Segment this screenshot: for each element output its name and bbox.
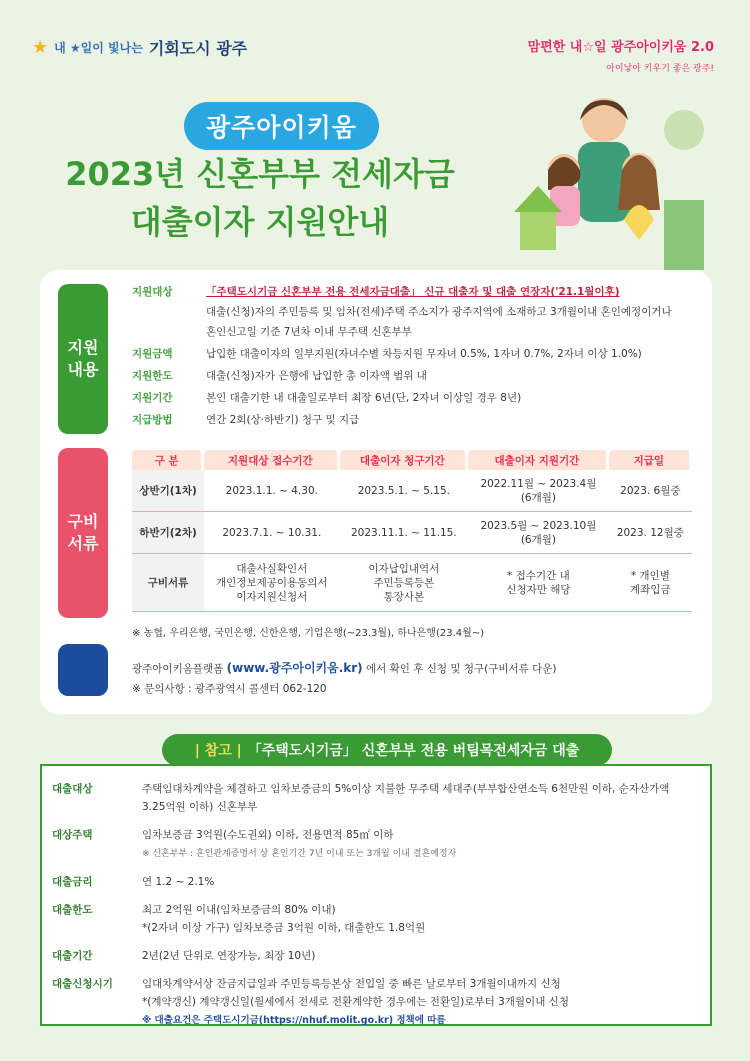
reference-value: 임대차계약서상 잔금지급일과 주민등록등본상 전입일 중 빠른 날로부터 3개월이내까지 신청 *(계약갱신) 계약갱신일(월세에서 전세로 전환계약한 경우에는 전환일)로부터 3개월이내 신청 ※ 대출요건은 주택도시기금(https://nhuf.molit.go.kr) 정책에 따름	[142, 978, 569, 1026]
reference-title: 「주택도시기금」 신혼부부 전용 버팀목전세자금 대출	[247, 743, 580, 759]
program-slogan: 아이낳아 키우기 좋은 광주!	[606, 64, 714, 74]
period-row	[132, 388, 676, 408]
table-cell: 2023. 12월중	[609, 512, 692, 554]
table-row	[132, 470, 692, 512]
apply-pre: 광주아이키움플랫폼	[132, 663, 224, 675]
reference-item	[52, 780, 672, 816]
table-cell: 2023. 6월중	[609, 470, 692, 512]
support-details	[132, 282, 676, 432]
page-title	[40, 150, 480, 246]
reference-key: 대상주택	[52, 829, 93, 841]
family-illustration	[514, 90, 714, 270]
logo-city: 기회도시 광주	[148, 39, 248, 58]
target-desc: 대출(신청)자의 주민등록 및 임차(전세)주택 주소지가 광주지역에 소재하고 3개월이내 혼인예정이거나 혼인신고일 기준 7년차 이내 무주택 신혼부부	[206, 306, 672, 338]
reference-box	[40, 764, 712, 1026]
target-row	[132, 282, 676, 342]
target-key: 지원대상	[132, 286, 173, 298]
apply-tag: 접수 방법	[58, 644, 108, 696]
amount-val: 납입한 대출이자의 일부지원(자녀수별 차등지원 무자녀 0.5%, 1자녀 0.7%, 2자녀 이상 1.0%)	[206, 348, 642, 360]
table-cell: 대출사실확인서 개인정보제공이용동의서 이자지원신청서	[204, 554, 339, 612]
reference-item	[52, 873, 672, 891]
program-logo	[528, 36, 714, 74]
reference-item	[52, 826, 672, 863]
table-cell: 하반기(2차)	[132, 512, 204, 554]
table-row	[132, 512, 692, 554]
reference-label: | 참고 |	[194, 743, 242, 759]
table-cell: 2023.5.1. ~ 5.15.	[340, 470, 469, 512]
reference-value: 최고 2억원 이내(임차보증금의 80% 이내) *(2자녀 이상 가구) 임차보증금 3억원 이하, 대출한도 1.8억원	[142, 904, 426, 934]
table-cell: * 개인별 계좌입금	[609, 554, 692, 612]
apply-post: 에서 확인 후 신청 및 청구(구비서류 다운)	[366, 663, 557, 675]
table-cell: 2023.5월 ~ 2023.10월 (6개월)	[468, 512, 609, 554]
limit-key: 지원한도	[132, 370, 173, 382]
reference-value: 주택임대차계약을 체결하고 임차보증금의 5%이상 지불한 무주택 세대주(부부합산연소득 6천만원 이하, 순자산가액 3.25억원 이하) 신혼부부	[142, 783, 670, 813]
reference-list	[52, 780, 672, 1040]
title-line-2: 대출이자 지원안내	[130, 203, 390, 241]
table-cell: 2022.11월 ~ 2023.4월 (6개월)	[468, 470, 609, 512]
support-panel	[40, 270, 712, 714]
program-name: 맘편한 내☆일 광주아이키움 2.0	[527, 40, 714, 55]
table-header: 대출이자 청구기간	[340, 450, 469, 470]
table-cell: 구비서류	[132, 554, 204, 612]
reference-item	[52, 901, 672, 937]
period-val: 본인 대출기한 내 대출일로부터 최장 6년(단, 2자녀 이상일 경우 8년)	[206, 392, 522, 404]
table-cell: 2023.11.1. ~ 11.15.	[340, 512, 469, 554]
method-row	[132, 410, 676, 430]
docs-tag: 구비 서류	[58, 448, 108, 618]
limit-row	[132, 366, 676, 386]
limit-val: 대출(신청)자가 은행에 납입한 총 이자액 범위 내	[206, 370, 427, 382]
method-key: 지급방법	[132, 414, 173, 426]
apply-info	[132, 658, 557, 699]
table-cell: 이자납입내역서 주민등록등본 통장사본	[340, 554, 469, 612]
bank-note: ※ 농협, 우리은행, 국민은행, 신한은행, 기업은행(~23.3월), 하나은행(23.4월~)	[132, 628, 485, 639]
reference-item	[52, 947, 672, 965]
table-cell: 2023.1.1. ~ 4.30.	[204, 470, 339, 512]
city-logo	[32, 36, 247, 59]
table-header: 대출이자 지원기간	[468, 450, 609, 470]
platform-link[interactable]: (www.광주아이키움.kr)	[226, 661, 363, 675]
title-line-1: 2023년 신혼부부 전세자금	[65, 155, 455, 193]
schedule-table	[132, 450, 692, 612]
program-pill: 광주아이키움	[184, 102, 379, 150]
reference-value: 연 1.2 ~ 2.1%	[142, 876, 215, 888]
reference-key: 대출금리	[52, 876, 93, 888]
method-val: 연간 2회(상·하반기) 청구 및 지급	[206, 414, 360, 426]
table-header: 구 분	[132, 450, 204, 470]
table-row	[132, 554, 692, 612]
star-icon: ★	[32, 37, 49, 58]
period-key: 지원기간	[132, 392, 173, 404]
reference-item	[52, 975, 672, 1030]
logo-slogan: 내 ★일이 빛나는	[54, 41, 143, 55]
contact-info: ※ 문의사항 : 광주광역시 콜센터 062-120	[132, 683, 327, 695]
table-cell: 2023.7.1. ~ 10.31.	[204, 512, 339, 554]
table-header: 지원대상 접수기간	[204, 450, 339, 470]
table-header: 지급일	[609, 450, 692, 470]
reference-value: 임차보증금 3억원(수도권외) 이하, 전용면적 85㎡ 이하 ※ 신혼부부 : 혼인관계증명서 상 혼인기간 7년 이내 또는 3개월 이내 결혼예정자	[142, 829, 457, 859]
table-cell: * 접수기간 내 신청자만 해당	[468, 554, 609, 612]
target-highlight: 「주택도시기금 신혼부부 전용 전세자금대출」 신규 대출자 및 대출 연장자('21.1월이후)	[206, 286, 620, 298]
reference-key: 대출신청시기	[52, 978, 113, 990]
reference-key: 대출대상	[52, 783, 93, 795]
reference-value: 2년(2년 단위로 연장가능, 최장 10년)	[142, 950, 316, 962]
amount-key: 지원금액	[132, 348, 173, 360]
reference-key: 대출기간	[52, 950, 93, 962]
reference-key: 대출한도	[52, 904, 93, 916]
reference-header	[162, 734, 612, 766]
support-tag: 지원 내용	[58, 284, 108, 434]
amount-row	[132, 344, 676, 364]
table-cell: 상반기(1차)	[132, 470, 204, 512]
